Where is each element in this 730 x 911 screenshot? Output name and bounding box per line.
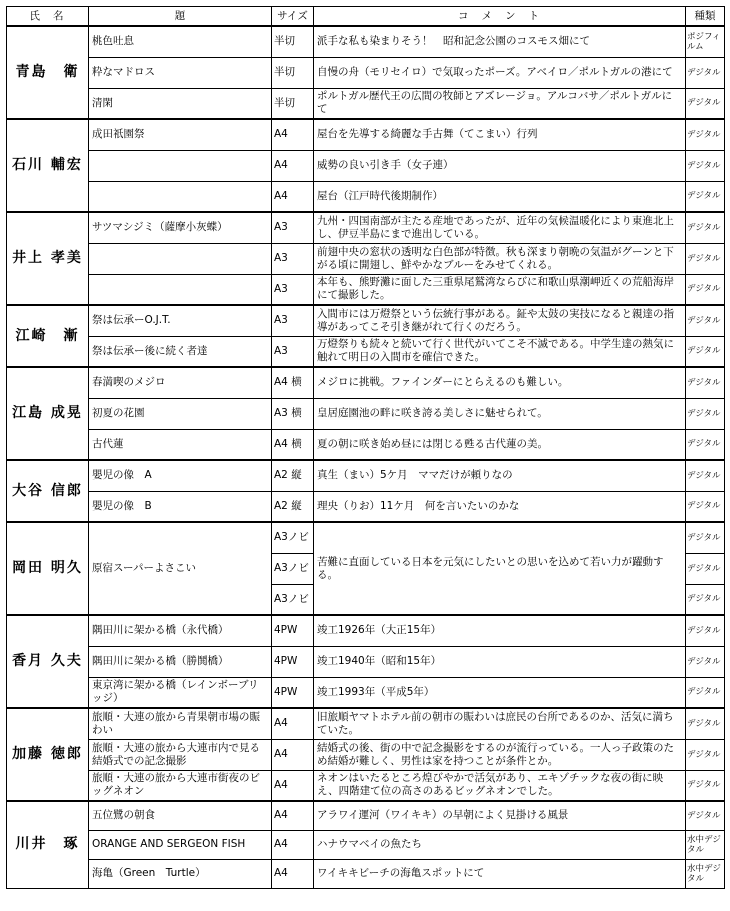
header-type: 種類	[686, 7, 725, 27]
print-size: 半切	[272, 88, 314, 119]
print-size: A3 横	[272, 398, 314, 429]
print-size: A4	[272, 830, 314, 859]
print-size: A2 縦	[272, 460, 314, 491]
print-size: A4	[272, 859, 314, 888]
print-size: A4	[272, 708, 314, 739]
table-row	[7, 305, 725, 336]
photo-comment: 威勢の良い引き手（女子連）	[314, 150, 686, 181]
photo-title: 海亀（Green Turtle）	[89, 859, 272, 888]
table-row	[7, 150, 725, 181]
media-type: デジタル	[686, 88, 725, 119]
table-row	[7, 859, 725, 888]
photo-comment: ネオンはいたるところ煌びやかで活気があり、エキゾチックな夜の街に映え、四階建て位の高さのあるビッグネオンでした。	[314, 770, 686, 801]
exhibitor-name: 大谷 信郎	[7, 460, 89, 522]
photo-title: 五位鷺の朝食	[89, 801, 272, 830]
table-row	[7, 119, 725, 150]
print-size: A3	[272, 336, 314, 367]
header-row	[7, 7, 725, 27]
media-type: デジタル	[686, 739, 725, 770]
photo-title: 清閑	[89, 88, 272, 119]
photo-title	[89, 181, 272, 212]
header-name: 氏名	[7, 7, 89, 27]
photo-title: ORANGE AND SERGEON FISH	[89, 830, 272, 859]
media-type: デジタル	[686, 367, 725, 398]
photo-comment: 九州・四国南部が主たる産地であったが、近年の気候温暖化により東進北上し、伊豆半島にまで進出している。	[314, 212, 686, 243]
photo-comment: ワイキキビーチの海亀スポットにて	[314, 859, 686, 888]
photo-comment: 夏の朝に咲き始め昼には閉じる甦る古代蓮の美。	[314, 429, 686, 460]
photo-comment: アラワイ運河（ワイキキ）の早朝によく見掛ける風景	[314, 801, 686, 830]
photo-title	[89, 243, 272, 274]
photo-comment: 自慢の舟（モリセイロ）で気取ったポーズ。アベイロ／ポルトガルの港にて	[314, 57, 686, 88]
table-row	[7, 57, 725, 88]
table-row	[7, 212, 725, 243]
table-row	[7, 460, 725, 491]
table-row	[7, 615, 725, 646]
media-type: デジタル	[686, 398, 725, 429]
print-size: A4 横	[272, 367, 314, 398]
media-type: デジタル	[686, 708, 725, 739]
table-row	[7, 770, 725, 801]
photo-title: 旅順・大連の旅から大連市街夜のビッグネオン	[89, 770, 272, 801]
photo-comment: 旧旅順ヤマトホテル前の朝市の賑わいは庶民の台所であるのか、活気に満ちていた。	[314, 708, 686, 739]
photo-title: 初夏の花園	[89, 398, 272, 429]
media-type: デジタル	[686, 181, 725, 212]
photo-title	[89, 274, 272, 305]
media-type: デジタル	[686, 274, 725, 305]
exhibitor-name: 井上 孝美	[7, 212, 89, 305]
media-type: デジタル	[686, 243, 725, 274]
print-size: A3	[272, 212, 314, 243]
table-row	[7, 88, 725, 119]
photo-title: 隅田川に架かる橋（勝鬨橋）	[89, 646, 272, 677]
media-type: デジタル	[686, 801, 725, 830]
photo-title: サツマシジミ（薩摩小灰蝶）	[89, 212, 272, 243]
media-type: ポジフィルム	[686, 26, 725, 57]
table-row	[7, 522, 725, 553]
photo-title: 桃色吐息	[89, 26, 272, 57]
media-type: デジタル	[686, 119, 725, 150]
photo-comment: 皇居庭園池の畔に咲き誇る美しさに魅せられて。	[314, 398, 686, 429]
media-type: デジタル	[686, 212, 725, 243]
media-type: デジタル	[686, 305, 725, 336]
exhibitor-name: 香月 久夫	[7, 615, 89, 708]
print-size: 4PW	[272, 615, 314, 646]
photo-title	[89, 150, 272, 181]
media-type: デジタル	[686, 460, 725, 491]
exhibitor-name: 江島 成晃	[7, 367, 89, 460]
header-title: 題	[89, 7, 272, 27]
photo-title: 春満喫のメジロ	[89, 367, 272, 398]
photo-title: 東京湾に架かる橋（レインボーブリッジ）	[89, 677, 272, 708]
header-comment: コメント	[314, 7, 686, 27]
photo-comment: 入間市には万燈祭という伝統行事がある。鉦や太鼓の実技になると親達の指導があってこそ引き継がれて行くのだろう。	[314, 305, 686, 336]
media-type: デジタル	[686, 677, 725, 708]
photo-comment: 理央（りお）11ケ月 何を言いたいのかな	[314, 491, 686, 522]
photo-comment: 本年も、熊野灘に面した三重県尾鷲湾ならびに和歌山県潮岬近くの荒船海岸にて撮影した。	[314, 274, 686, 305]
print-size: A4	[272, 739, 314, 770]
media-type: デジタル	[686, 646, 725, 677]
table-row	[7, 243, 725, 274]
print-size: A4 横	[272, 429, 314, 460]
photo-title: 成田祇園祭	[89, 119, 272, 150]
media-type: デジタル	[686, 615, 725, 646]
print-size: A4	[272, 181, 314, 212]
print-size: A3	[272, 274, 314, 305]
table-row	[7, 274, 725, 305]
photo-title: 嬰児の像 B	[89, 491, 272, 522]
table-row	[7, 181, 725, 212]
media-type: デジタル	[686, 491, 725, 522]
media-type: デジタル	[686, 522, 725, 553]
photo-comment: 屋台を先導する綺麗な手古舞（てこまい）行列	[314, 119, 686, 150]
print-size: A4	[272, 770, 314, 801]
media-type: デジタル	[686, 429, 725, 460]
media-type: デジタル	[686, 553, 725, 584]
table-row	[7, 646, 725, 677]
photo-title: 旅順・大連の旅から大連市内で見る結婚式での記念撮影	[89, 739, 272, 770]
table-row	[7, 26, 725, 57]
photo-comment: 前翅中央の窓状の透明な白色部が特徴。秋も深まり朝晩の気温がグーンと下がる頃に開翅し、鮮やかなブルーをみせてくれる。	[314, 243, 686, 274]
photo-comment: ハナウマベイの魚たち	[314, 830, 686, 859]
exhibitor-name: 岡田 明久	[7, 522, 89, 615]
table-row	[7, 830, 725, 859]
print-size: A2 縦	[272, 491, 314, 522]
table-row	[7, 336, 725, 367]
media-type: 水中デジタル	[686, 830, 725, 859]
photo-title: 嬰児の像 A	[89, 460, 272, 491]
exhibitor-name: 石川 輔宏	[7, 119, 89, 212]
media-type: デジタル	[686, 150, 725, 181]
media-type: デジタル	[686, 336, 725, 367]
print-size: A4	[272, 801, 314, 830]
table-row	[7, 739, 725, 770]
print-size: 半切	[272, 26, 314, 57]
photo-comment: メジロに挑戦。ファインダーにとらえるのも難しい。	[314, 367, 686, 398]
print-size: 4PW	[272, 677, 314, 708]
photo-comment: 竣工1940年（昭和15年）	[314, 646, 686, 677]
table-row	[7, 677, 725, 708]
photo-title: 原宿スーパーよさこい	[89, 522, 272, 615]
table-row	[7, 801, 725, 830]
photo-comment: 竣工1926年（大正15年）	[314, 615, 686, 646]
photo-comment: 竣工1993年（平成5年）	[314, 677, 686, 708]
print-size: A3ノビ	[272, 553, 314, 584]
photo-comment: ポルトガル歴代王の広間の牧師とアズレージョ。アルコバサ／ポルトガルにて	[314, 88, 686, 119]
table-row	[7, 398, 725, 429]
media-type: デジタル	[686, 57, 725, 88]
photo-comment: 結婚式の後、街の中で記念撮影をするのが流行っている。一人っ子政策のため結婚が難しく、男性は家を持つことが条件とか。	[314, 739, 686, 770]
photo-title: 古代蓮	[89, 429, 272, 460]
print-size: A3ノビ	[272, 522, 314, 553]
print-size: A3	[272, 243, 314, 274]
exhibitor-name: 江崎 漸	[7, 305, 89, 367]
print-size: A3ノビ	[272, 584, 314, 615]
print-size: A3	[272, 305, 314, 336]
media-type: デジタル	[686, 584, 725, 615]
photo-title: 粋なマドロス	[89, 57, 272, 88]
photo-comment: 派手な私も染まりそう！ 昭和記念公園のコスモス畑にて	[314, 26, 686, 57]
exhibitor-name: 加藤 徳郎	[7, 708, 89, 801]
photo-comment: 万燈祭りも続々と続いて行く世代がいてこそ不滅である。中学生達の熱気に触れて明日の入間市を確信できた。	[314, 336, 686, 367]
header-size: サイズ	[272, 7, 314, 27]
photo-title: 隅田川に架かる橋（永代橋）	[89, 615, 272, 646]
exhibit-table	[6, 6, 725, 889]
photo-title: 祭は伝承ー後に続く者達	[89, 336, 272, 367]
table-row	[7, 429, 725, 460]
media-type: デジタル	[686, 770, 725, 801]
table-row	[7, 367, 725, 398]
media-type: 水中デジタル	[686, 859, 725, 888]
table-row	[7, 491, 725, 522]
photo-title: 祭は伝承ーO.J.T.	[89, 305, 272, 336]
print-size: A4	[272, 119, 314, 150]
print-size: A4	[272, 150, 314, 181]
print-size: 半切	[272, 57, 314, 88]
exhibitor-name: 川井 琢	[7, 801, 89, 888]
exhibitor-name: 青島 衛	[7, 26, 89, 119]
photo-comment: 苦難に直面している日本を元気にしたいとの思いを込めて若い力が躍動する。	[314, 522, 686, 615]
table-row	[7, 708, 725, 739]
photo-comment: 屋台（江戸時代後期制作）	[314, 181, 686, 212]
print-size: 4PW	[272, 646, 314, 677]
photo-title: 旅順・大連の旅から青果朝市場の賑わい	[89, 708, 272, 739]
photo-comment: 真生（まい）5ケ月 ママだけが頼りなの	[314, 460, 686, 491]
